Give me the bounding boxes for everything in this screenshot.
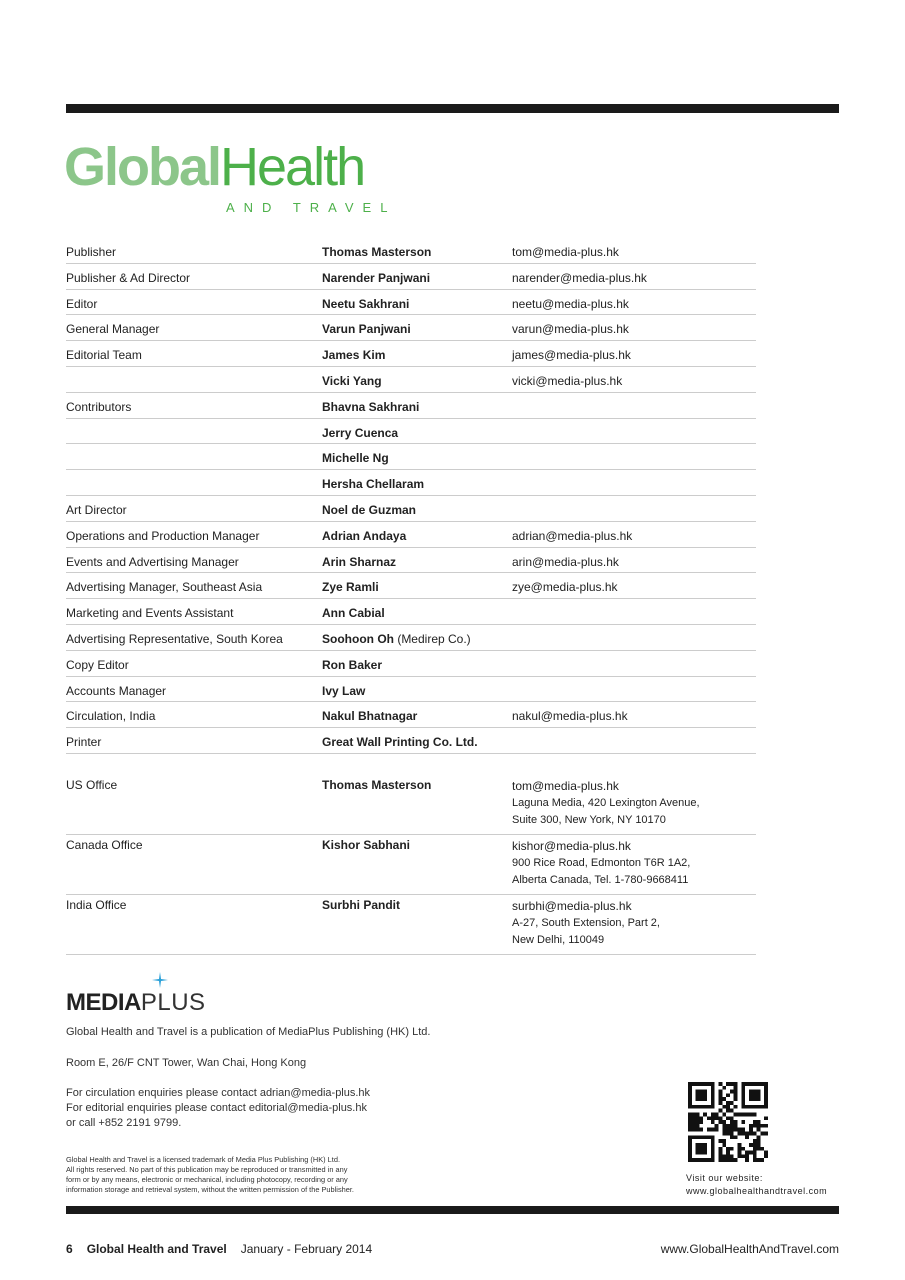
office-row <box>66 895 756 955</box>
staff-name: Thomas Masterson <box>322 245 432 259</box>
staff-role: Events and Advertising Manager <box>66 554 239 569</box>
mediaplus-logo-bold: MEDIA <box>66 989 141 1016</box>
staff-row <box>66 290 756 316</box>
staff-name-cell <box>322 297 409 311</box>
staff-name-cell <box>322 555 396 569</box>
staff-row <box>66 419 756 445</box>
staff-name: Noel de Guzman <box>322 502 417 517</box>
logo-wordmark <box>64 138 364 196</box>
qr-url[interactable]: www.globalhealthandtravel.com <box>686 1186 828 1196</box>
enquiry-line: For editorial enquiries please contact editorial@media-plus.hk <box>66 1102 367 1114</box>
staff-name-cell <box>322 580 379 594</box>
qr-label: Visit our website: <box>686 1173 763 1183</box>
staff-row <box>66 548 756 574</box>
legal-line: All rights reserved. No part of this publication may be reproduced or transmitted in any <box>66 1165 348 1174</box>
staff-email[interactable]: narender@media-plus.hk <box>512 270 647 285</box>
staff-name: Michelle Ng <box>322 451 389 466</box>
office-address-line: Suite 300, New York, NY 10170 <box>512 814 666 826</box>
logo-health: Health <box>220 137 365 197</box>
staff-role: Advertising Manager, Southeast Asia <box>66 580 263 595</box>
staff-row <box>66 728 756 754</box>
staff-email[interactable]: arin@media-plus.hk <box>512 554 619 569</box>
staff-role: Marketing and Events Assistant <box>66 606 234 621</box>
staff-email[interactable]: neetu@media-plus.hk <box>512 296 629 311</box>
staff-row <box>66 522 756 548</box>
office-address-line: A-27, South Extension, Part 2, <box>512 917 660 929</box>
staff-name: Jerry Cuenca <box>322 425 399 440</box>
staff-role: Contributors <box>66 399 132 414</box>
masthead-staff-list <box>66 238 756 754</box>
staff-email[interactable]: tom@media-plus.hk <box>512 245 619 259</box>
staff-email[interactable]: adrian@media-plus.hk <box>512 528 633 543</box>
office-row <box>66 775 756 835</box>
staff-role: Circulation, India <box>66 709 156 724</box>
staff-name: Adrian Andaya <box>322 528 407 543</box>
staff-email[interactable]: zye@media-plus.hk <box>512 580 618 595</box>
staff-name: Arin Sharnaz <box>322 554 397 569</box>
staff-name: Ron Baker <box>322 657 383 672</box>
global-health-logo <box>64 138 404 220</box>
bottom-rule <box>66 1206 839 1214</box>
staff-name: Neetu Sakhrani <box>322 296 410 311</box>
staff-row <box>66 341 756 367</box>
publisher-line: Global Health and Travel is a publication of MediaPlus Publishing (HK) Ltd. <box>66 1026 431 1038</box>
offices-list <box>66 775 756 955</box>
staff-name: Ivy Law <box>322 683 366 698</box>
staff-role: Editorial Team <box>66 348 142 363</box>
footer-issue: January - February 2014 <box>240 1242 373 1256</box>
staff-name-cell <box>322 400 419 414</box>
staff-name-cell <box>322 735 478 749</box>
office-row <box>66 835 756 895</box>
staff-role: Printer <box>66 735 102 750</box>
staff-row <box>66 651 756 677</box>
top-rule <box>66 104 839 113</box>
staff-role: Advertising Representative, South Korea <box>66 631 283 646</box>
staff-email[interactable]: vicki@media-plus.hk <box>512 373 623 388</box>
footer-website[interactable]: www.GlobalHealthAndTravel.com <box>660 1242 839 1256</box>
legal-notice <box>66 1155 354 1195</box>
staff-name-cell <box>322 271 430 285</box>
staff-role: Publisher <box>66 245 117 259</box>
staff-row <box>66 444 756 470</box>
logo-global: Global <box>64 137 221 197</box>
staff-name: Vicki Yang <box>322 373 382 388</box>
staff-email[interactable]: james@media-plus.hk <box>512 348 631 363</box>
qr-code[interactable] <box>688 1082 768 1162</box>
office-name: India Office <box>66 898 127 912</box>
staff-name: Zye Ramli <box>322 580 379 595</box>
staff-name-cell <box>322 606 385 620</box>
office-details <box>512 778 700 829</box>
staff-row <box>66 702 756 728</box>
staff-row <box>66 625 756 651</box>
enquiry-line: For circulation enquiries please contact adrian@media-plus.hk <box>66 1087 371 1099</box>
footer-left <box>66 1242 372 1256</box>
office-address-line: Laguna Media, 420 Lexington Avenue, <box>512 797 700 809</box>
staff-row <box>66 599 756 625</box>
staff-name: Hersha Chellaram <box>322 477 425 492</box>
staff-row <box>66 573 756 599</box>
staff-email[interactable]: varun@media-plus.hk <box>512 322 629 337</box>
legal-line: Global Health and Travel is a licensed trademark of Media Plus Publishing (HK) Ltd. <box>66 1155 340 1164</box>
office-email[interactable]: kishor@media-plus.hk <box>512 839 631 853</box>
staff-row <box>66 470 756 496</box>
staff-row <box>66 393 756 419</box>
qr-caption <box>686 1172 827 1198</box>
footer-title: Global Health and Travel <box>86 1242 227 1256</box>
staff-name-cell <box>322 426 398 440</box>
staff-row <box>66 264 756 290</box>
office-email[interactable]: tom@media-plus.hk <box>512 779 619 793</box>
logo-subtitle: AND TRAVEL <box>226 200 397 215</box>
staff-role: Art Director <box>66 502 127 517</box>
legal-line: information storage and retrieval system, without the written permission of the Publisher. <box>66 1185 354 1194</box>
staff-name: Soohoon Oh <box>322 631 394 646</box>
staff-row <box>66 238 756 264</box>
office-address-line: Alberta Canada, Tel. 1-780-9668411 <box>512 874 689 886</box>
staff-role: Operations and Production Manager <box>66 528 260 543</box>
staff-role: Editor <box>66 296 98 311</box>
mediaplus-logo-light: PLUS <box>140 989 206 1016</box>
staff-name-cell <box>322 348 385 362</box>
office-address-line: New Delhi, 110049 <box>512 934 605 946</box>
staff-name-cell <box>322 374 382 388</box>
staff-name-cell <box>322 529 406 543</box>
sparkle-icon <box>152 972 168 988</box>
staff-role: Publisher & Ad Director <box>66 270 191 285</box>
office-contact: Surbhi Pandit <box>322 898 400 912</box>
staff-note: (Medirep Co.) <box>393 631 471 646</box>
staff-row <box>66 677 756 703</box>
legal-line: form or by any means, electronic or mechanical, including photocopy, recording or any <box>66 1175 348 1184</box>
staff-email[interactable]: nakul@media-plus.hk <box>512 709 628 724</box>
staff-name-cell <box>322 245 431 259</box>
office-address: Room E, 26/F CNT Tower, Wan Chai, Hong Kong <box>66 1057 307 1069</box>
staff-name: Varun Panjwani <box>322 322 411 337</box>
staff-role: Copy Editor <box>66 657 129 672</box>
staff-name: Ann Cabial <box>322 606 385 621</box>
staff-row <box>66 367 756 393</box>
staff-name-cell <box>322 658 382 672</box>
page-number: 6 <box>66 1242 73 1256</box>
mediaplus-logo <box>66 990 206 1016</box>
staff-name: Great Wall Printing Co. Ltd. <box>322 735 478 750</box>
staff-name-cell <box>322 684 365 698</box>
staff-row <box>66 315 756 341</box>
staff-role: General Manager <box>66 322 160 337</box>
staff-name-cell <box>322 322 411 336</box>
enquiries <box>66 1086 370 1131</box>
staff-name-cell <box>322 709 417 723</box>
office-contact: Thomas Masterson <box>322 778 432 792</box>
staff-name-cell <box>322 477 424 491</box>
staff-row <box>66 496 756 522</box>
staff-role: Accounts Manager <box>66 683 167 698</box>
office-details <box>512 898 660 949</box>
office-address-line: 900 Rice Road, Edmonton T6R 1A2, <box>512 857 691 869</box>
staff-name: Nakul Bhatnagar <box>322 709 418 724</box>
office-name: Canada Office <box>66 838 143 852</box>
enquiry-line: or call +852 2191 9799. <box>66 1117 182 1129</box>
staff-name: Bhavna Sakhrani <box>322 399 420 414</box>
office-name: US Office <box>66 778 118 792</box>
staff-name: James Kim <box>322 348 386 363</box>
staff-name-cell <box>322 632 471 646</box>
office-email[interactable]: surbhi@media-plus.hk <box>512 899 632 913</box>
staff-name: Narender Panjwani <box>322 270 431 285</box>
staff-name-cell <box>322 503 416 517</box>
office-details <box>512 838 690 889</box>
staff-name-cell <box>322 451 389 465</box>
office-contact: Kishor Sabhani <box>322 838 411 852</box>
